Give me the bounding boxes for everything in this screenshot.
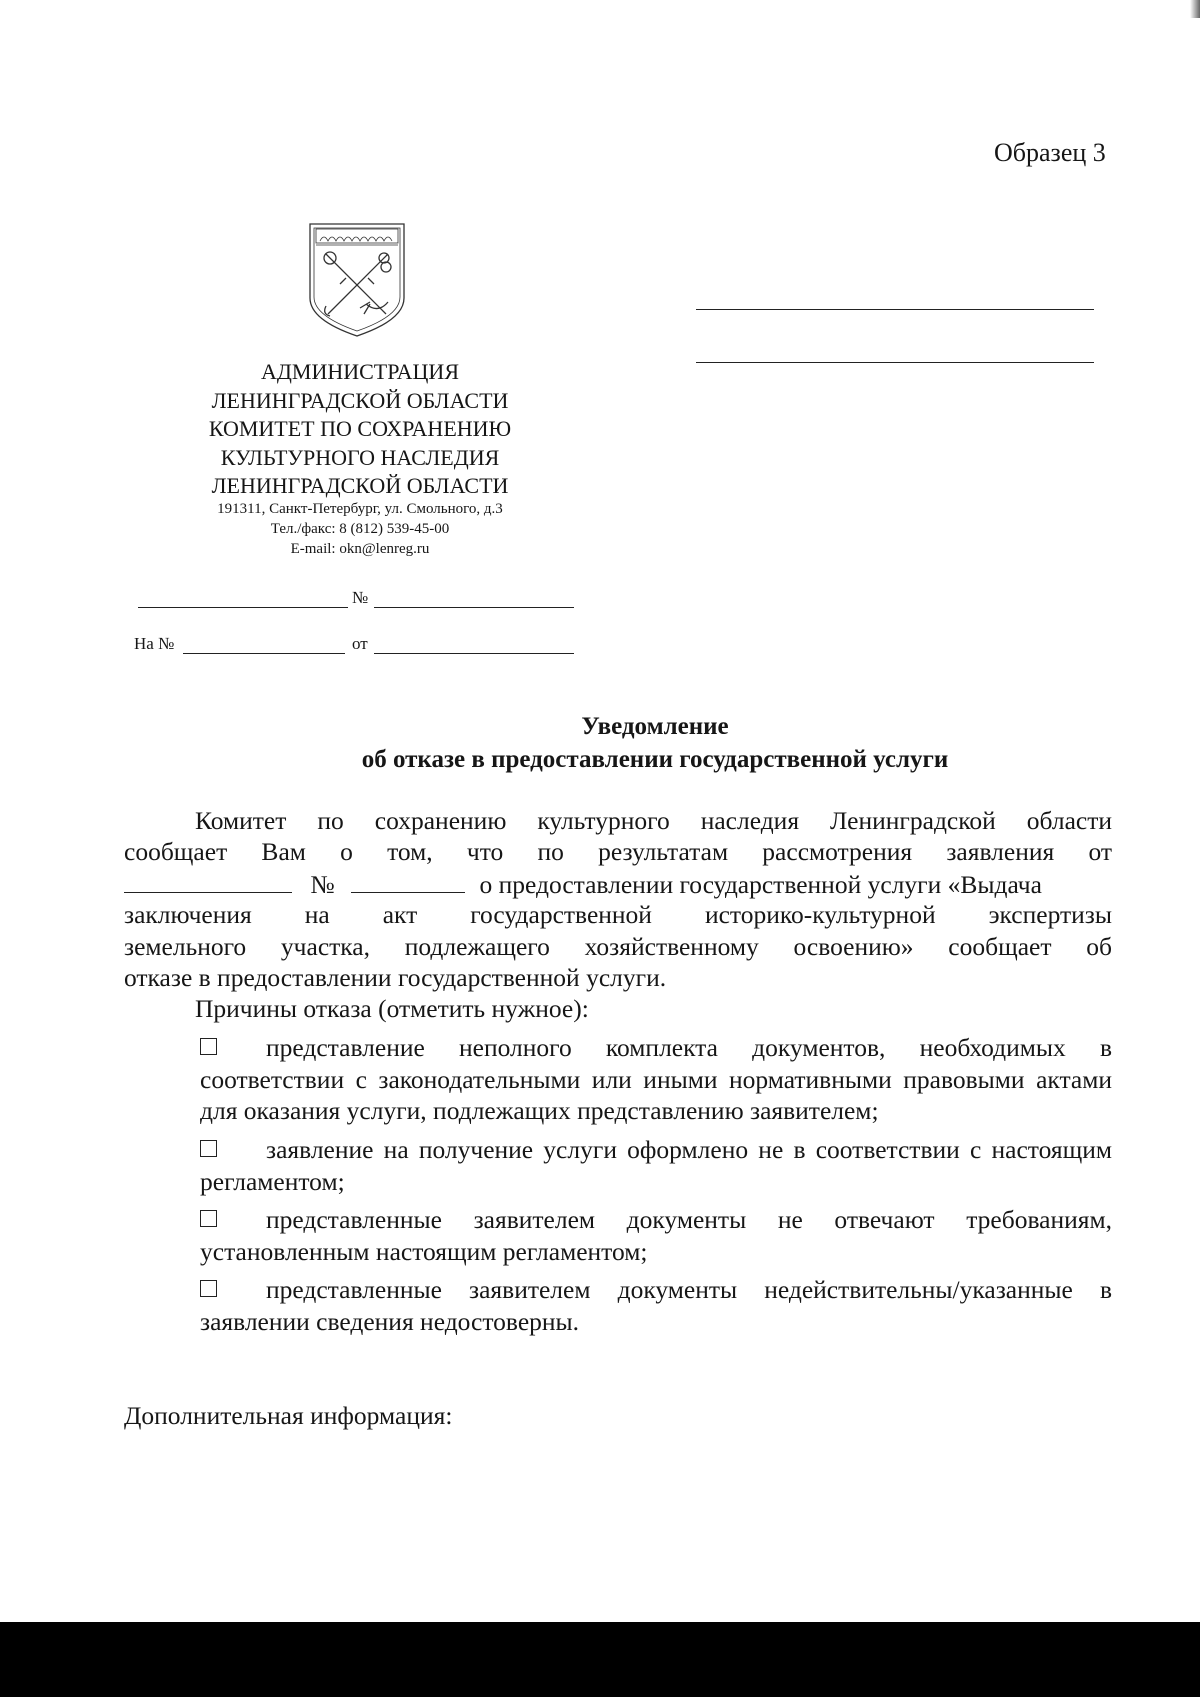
additional-info-label [124, 1400, 1112, 1432]
reply-number-field[interactable] [183, 653, 345, 654]
application-number-field[interactable] [351, 868, 465, 893]
org-address: 191311, Санкт-Петербург, ул. Смольного, д.3 [217, 501, 503, 517]
org-line: ЛЕНИНГРАДСКОЙ ОБЛАСТИ [211, 387, 509, 413]
body-line [124, 899, 1112, 931]
body-text: Причины отказа (отметить нужное): [195, 994, 589, 1023]
reason-text: представление неполного комплекта документов, необходимых в соответствии с законодательными или иными нормативными правовыми актами для оказания услуги, подлежащих представлению заявителем; [200, 1033, 1112, 1125]
sample-label: Образец 3 [994, 138, 1106, 167]
application-date-field[interactable] [124, 868, 292, 893]
reason-item [200, 1274, 1112, 1337]
reason-text: заявление на получение услуги оформлено не в соответствии с настоящим регламентом; [200, 1135, 1112, 1196]
coat-of-arms-icon [306, 220, 408, 340]
outgoing-number-row [0, 588, 600, 614]
org-line: АДМИНИСТРАЦИЯ [261, 359, 459, 384]
organization-contacts [150, 499, 570, 559]
body-line [124, 868, 1112, 900]
reply-number-label: На № [134, 634, 175, 653]
body-text: Дополнительная информация: [124, 1401, 453, 1430]
title-line-2: об отказе в предоставлении государственной услуги [361, 746, 949, 773]
reason-checkbox[interactable] [200, 1038, 217, 1055]
body-text: отказе в предоставлении государственной услуги. [124, 963, 667, 992]
org-email: E-mail: okn@lenreg.ru [290, 541, 430, 557]
body-line [124, 931, 1112, 963]
reason-checkbox[interactable] [200, 1210, 217, 1227]
reason-text: представленные заявителем документы не отвечают требованиям, установленным настоящим регламентом; [200, 1205, 1112, 1266]
body-text: земельного участка, подлежащего хозяйственному освоению» сообщает об [124, 932, 1112, 961]
organization-name [150, 358, 570, 501]
body-text: о предоставлении государственной услуги «Выдача [479, 870, 1042, 899]
reason-checkbox[interactable] [200, 1280, 217, 1297]
from-label: от [352, 634, 368, 653]
reason-checkbox[interactable] [200, 1140, 217, 1157]
reply-row [0, 634, 600, 660]
addressee-line-2 [696, 362, 1094, 363]
reason-item [200, 1134, 1112, 1197]
document-title [0, 710, 1200, 776]
body-text: Комитет по сохранению культурного наследия Ленинградской области [195, 806, 1112, 835]
org-line: КУЛЬТУРНОГО НАСЛЕДИЯ [220, 444, 500, 470]
org-line: ЛЕНИНГРАДСКОЙ ОБЛАСТИ [211, 473, 509, 498]
org-phone: Тел./факс: 8 (812) 539-45-00 [270, 521, 450, 537]
title-line-1: Уведомление [581, 713, 729, 740]
reason-text: представленные заявителем документы недействительны/указанные в заявлении сведения недостоверны. [200, 1275, 1112, 1336]
scan-bottom-edge [0, 1622, 1200, 1697]
body-text: сообщает Вам о том, что по результатам рассмотрения заявления от [124, 837, 1112, 866]
reasons-heading [195, 993, 1112, 1025]
number-field[interactable] [374, 607, 574, 608]
body-line [195, 805, 1112, 837]
scan-edge [1190, 0, 1200, 18]
reason-item [200, 1204, 1112, 1267]
body-text: заключения на акт государственной историко-культурной экспертизы [124, 900, 1112, 929]
application-number-label: № [310, 870, 335, 899]
addressee-line-1 [696, 309, 1094, 310]
body-line [124, 962, 1112, 994]
date-field[interactable] [138, 607, 348, 608]
reply-date-field[interactable] [374, 653, 574, 654]
reason-item [200, 1032, 1112, 1127]
org-line: КОМИТЕТ ПО СОХРАНЕНИЮ [208, 416, 512, 441]
body-line [124, 836, 1112, 868]
number-label: № [352, 588, 369, 607]
